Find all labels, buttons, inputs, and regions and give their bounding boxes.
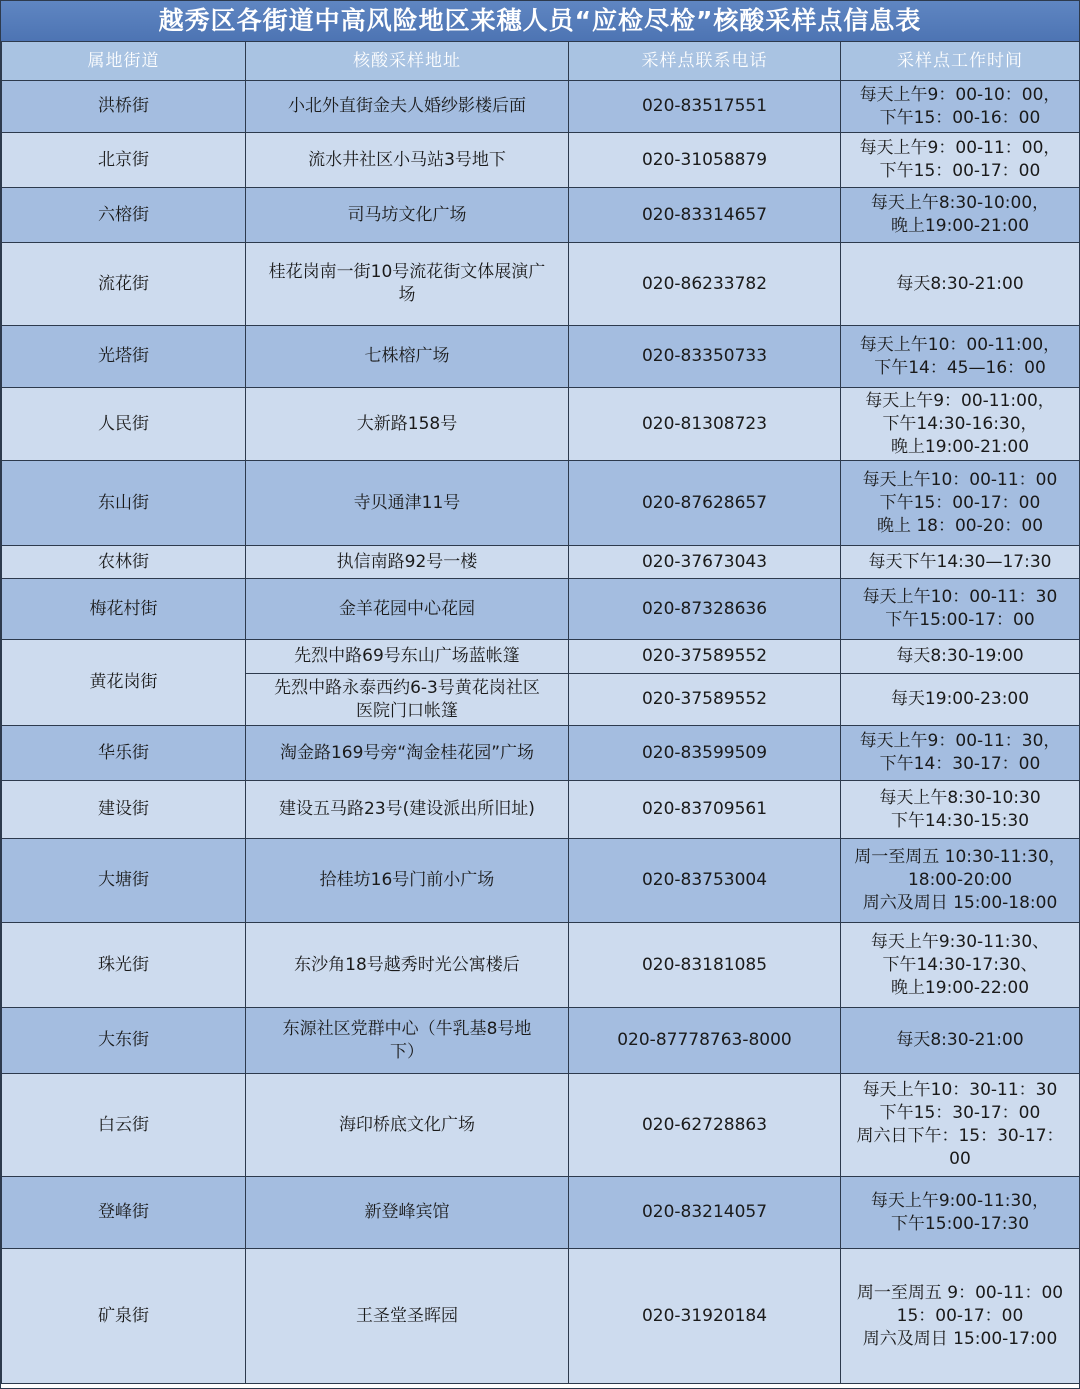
- street-cell: 六榕街: [2, 188, 246, 243]
- hours-cell-line: 每天上午9:00-11:30，: [870, 1190, 1050, 1211]
- column-header-address: 核酸采样地址: [246, 42, 569, 81]
- hours-cell-line: 下午15:00-17:30: [890, 1213, 1030, 1234]
- address-cell-line: 小北外直街金夫人婚纱影楼后面: [288, 96, 526, 116]
- hours-cell-line: 每天上午8:30-10:00，: [870, 193, 1050, 213]
- address-cell: [246, 1177, 569, 1249]
- hours-cell: [841, 81, 1080, 133]
- hours-cell: [841, 923, 1080, 1008]
- street-cell: 大东街: [2, 1008, 246, 1074]
- address-cell-line: 执信南路92号一楼: [336, 551, 478, 572]
- address-cell: [246, 1074, 569, 1177]
- hours-cell-line: 每天8:30-21:00: [896, 273, 1024, 294]
- street-cell: 东山街: [2, 461, 246, 546]
- table-row: [2, 1177, 1080, 1249]
- address-cell: [246, 243, 569, 326]
- phone-cell: 020-83181085: [569, 923, 841, 1008]
- street-cell: 北京街: [2, 133, 246, 188]
- phone-cell: 020-83517551: [569, 81, 841, 133]
- phone-cell: 020-31920184: [569, 1249, 841, 1384]
- table-row: [2, 781, 1080, 839]
- hours-cell-line: 每天上午9：00-11:00，: [865, 390, 1055, 411]
- table-row: [2, 81, 1080, 133]
- hours-cell-line: 00: [949, 1149, 971, 1169]
- phone-cell: 020-83753004: [569, 839, 841, 923]
- phone-cell: 020-87628657: [569, 461, 841, 546]
- table-row: [2, 546, 1080, 579]
- hours-cell-line: 下午15：00-17：00: [879, 161, 1041, 181]
- hours-cell: [841, 1008, 1080, 1074]
- street-cell: 珠光街: [2, 923, 246, 1008]
- street-cell: 流花街: [2, 243, 246, 326]
- street-cell: 梅花村街: [2, 579, 246, 640]
- hours-cell-line: 每天上午9：00-10：00，: [859, 84, 1061, 105]
- hours-cell-line: 下午15：00-17：00: [879, 492, 1041, 513]
- hours-cell-line: 下午14：30-17：00: [879, 754, 1041, 774]
- address-cell-line: 金羊花园中心花园: [339, 598, 475, 619]
- hours-cell-line: 每天上午10：00-11：00: [862, 469, 1058, 490]
- hours-cell: [841, 1177, 1080, 1249]
- address-cell: [246, 188, 569, 243]
- hours-cell-line: 每天8:30-19:00: [896, 646, 1024, 666]
- address-cell-line: 桂花岗南一街10号流花街文体展演广: [268, 262, 546, 282]
- hours-cell: [841, 839, 1080, 923]
- column-header-hours: 采样点工作时间: [841, 42, 1080, 81]
- address-cell-line: 流水井社区小马站3号地下: [308, 149, 506, 170]
- address-cell-line: 先烈中路69号东山广场蓝帐篷: [294, 646, 520, 666]
- address-cell: [246, 81, 569, 133]
- hours-cell-line: 每天上午10：30-11：30: [862, 1080, 1058, 1100]
- phone-cell: 020-37673043: [569, 546, 841, 579]
- hours-cell-line: 周六日下午：15：30-17：: [856, 1126, 1064, 1146]
- address-cell-line: 场: [398, 285, 416, 305]
- hours-cell: [841, 461, 1080, 546]
- hours-cell-line: 每天上午9:30-11:30、: [870, 931, 1050, 952]
- phone-cell: 020-83350733: [569, 326, 841, 388]
- street-cell: 洪桥街: [2, 81, 246, 133]
- hours-cell-line: 晚上19:00-21:00: [890, 436, 1030, 457]
- address-cell: [246, 1249, 569, 1384]
- hours-cell: [841, 188, 1080, 243]
- street-cell: 华乐街: [2, 726, 246, 781]
- street-cell: 建设街: [2, 781, 246, 839]
- hours-cell-line: 周六及周日 15:00-18:00: [862, 893, 1058, 913]
- column-header-street: 属地街道: [2, 42, 246, 81]
- phone-cell: 020-87328636: [569, 579, 841, 640]
- street-cell: 人民街: [2, 388, 246, 461]
- street-cell: 农林街: [2, 546, 246, 579]
- table-row: [2, 188, 1080, 243]
- address-cell-line: 医院门口帐篷: [356, 700, 458, 721]
- table-row: [2, 388, 1080, 461]
- address-cell: [246, 1008, 569, 1074]
- phone-cell: 020-37589552: [569, 640, 841, 674]
- table-row: [2, 133, 1080, 188]
- phone-cell: 020-86233782: [569, 243, 841, 326]
- table-body: [2, 81, 1080, 1384]
- hours-cell: [841, 546, 1080, 579]
- address-cell: [246, 640, 569, 674]
- address-cell-line: 海印桥底文化广场: [339, 1114, 475, 1135]
- phone-cell: 020-87778763-8000: [569, 1008, 841, 1074]
- hours-cell-line: 晚上19:00-22:00: [890, 977, 1030, 998]
- address-cell-line: 寺贝通津11号: [353, 492, 461, 513]
- phone-cell: 020-83214057: [569, 1177, 841, 1249]
- table-row: [2, 326, 1080, 388]
- address-cell-line: 下）: [390, 1041, 424, 1062]
- hours-cell-line: 晚上19:00-21:00: [890, 216, 1030, 236]
- hours-cell: [841, 579, 1080, 640]
- table-row: [2, 640, 1080, 674]
- hours-cell: [841, 1074, 1080, 1177]
- hours-cell-line: 18:00-20:00: [907, 870, 1013, 890]
- table-row: [2, 839, 1080, 923]
- address-cell-line: 先烈中路永泰西约6-3号黄花岗社区: [274, 677, 540, 698]
- street-cell: 登峰街: [2, 1177, 246, 1249]
- hours-cell: [841, 326, 1080, 388]
- page-title: 越秀区各街道中高风险地区来穗人员“应检尽检”核酸采样点信息表: [1, 1, 1079, 42]
- hours-cell-line: 每天上午8:30-10:30: [879, 787, 1041, 808]
- hours-cell-line: 周六及周日 15:00-17:00: [862, 1328, 1058, 1349]
- address-cell-line: 淘金路169号旁“淘金桂花园”广场: [279, 742, 535, 763]
- address-cell: [246, 133, 569, 188]
- hours-cell-line: 下午14:30-16:30，: [882, 413, 1038, 434]
- hours-cell-line: 每天上午9：00-11：00，: [859, 138, 1061, 158]
- address-cell-line: 东源社区党群中心（牛乳基8号地: [282, 1018, 532, 1039]
- address-cell: [246, 839, 569, 923]
- hours-cell: [841, 1249, 1080, 1384]
- address-cell: [246, 674, 569, 726]
- address-cell-line: 大新路158号: [356, 413, 458, 434]
- table-row: [2, 1008, 1080, 1074]
- street-cell: 白云街: [2, 1074, 246, 1177]
- hours-cell-line: 每天8:30-21:00: [896, 1030, 1024, 1050]
- hours-cell-line: 下午14：45—16：00: [874, 357, 1046, 378]
- hours-cell-line: 每天下午14:30—17:30: [868, 551, 1052, 572]
- phone-cell: 020-81308723: [569, 388, 841, 461]
- hours-cell: [841, 388, 1080, 461]
- phone-cell: 020-31058879: [569, 133, 841, 188]
- hours-cell: [841, 781, 1080, 839]
- address-cell: [246, 546, 569, 579]
- address-cell-line: 东沙角18号越秀时光公寓楼后: [294, 954, 520, 975]
- phone-cell: 020-37589552: [569, 674, 841, 726]
- table-row: [2, 461, 1080, 546]
- address-cell-line: 王圣堂圣晖园: [356, 1305, 458, 1326]
- hours-cell-line: 下午14:30-17:30、: [882, 954, 1038, 975]
- hours-cell: [841, 243, 1080, 326]
- hours-cell-line: 每天上午9：00-11：30，: [859, 731, 1061, 751]
- hours-cell-line: 每天上午10：00-11：30: [862, 587, 1058, 607]
- hours-cell-line: 下午15：00-16：00: [879, 107, 1041, 128]
- hours-cell: [841, 133, 1080, 188]
- address-cell: [246, 923, 569, 1008]
- phone-cell: 020-83709561: [569, 781, 841, 839]
- phone-cell: 020-83314657: [569, 188, 841, 243]
- address-cell-line: 拾桂坊16号门前小广场: [319, 870, 495, 890]
- hours-cell-line: 每天19:00-23:00: [890, 689, 1030, 709]
- hours-cell-line: 周一至周五 9：00-11：00: [856, 1282, 1064, 1303]
- table-row: [2, 579, 1080, 640]
- address-cell: [246, 326, 569, 388]
- table-row: [2, 923, 1080, 1008]
- hours-cell: [841, 674, 1080, 726]
- street-cell: 光塔街: [2, 326, 246, 388]
- table-row: [2, 726, 1080, 781]
- hours-cell-line: 下午15:00-17：00: [885, 610, 1035, 630]
- street-cell: 矿泉街: [2, 1249, 246, 1384]
- table-row: [2, 1074, 1080, 1177]
- hours-cell: [841, 726, 1080, 781]
- address-cell: [246, 579, 569, 640]
- hours-cell-line: 下午14:30-15:30: [890, 810, 1030, 831]
- street-cell: 大塘街: [2, 839, 246, 923]
- address-cell: [246, 388, 569, 461]
- address-cell-line: 司马坊文化广场: [347, 204, 467, 225]
- hours-cell-line: 下午15：30-17：00: [879, 1103, 1041, 1123]
- table-row: [2, 243, 1080, 326]
- sampling-sites-table: [1, 42, 1080, 1384]
- table-row: [2, 1249, 1080, 1384]
- address-cell-line: 建设五马路23号(建设派出所旧址): [279, 799, 535, 819]
- street-cell: 黄花岗街: [2, 640, 246, 726]
- hours-cell-line: 周一至周五 10:30-11:30，: [854, 847, 1066, 867]
- hours-cell-line: 每天上午10：00-11:00，: [859, 334, 1061, 355]
- hours-cell-line: 晚上 18：00-20：00: [876, 515, 1044, 536]
- hours-cell-line: 15：00-17：00: [896, 1305, 1024, 1326]
- phone-cell: 020-83599509: [569, 726, 841, 781]
- address-cell: [246, 726, 569, 781]
- phone-cell: 020-62728863: [569, 1074, 841, 1177]
- column-header-phone: 采样点联系电话: [569, 42, 841, 81]
- hours-cell: [841, 640, 1080, 674]
- address-cell-line: 七株榕广场: [364, 346, 450, 366]
- address-cell: [246, 781, 569, 839]
- address-cell: [246, 461, 569, 546]
- address-cell-line: 新登峰宾馆: [364, 1202, 450, 1222]
- header-row: [2, 42, 1080, 81]
